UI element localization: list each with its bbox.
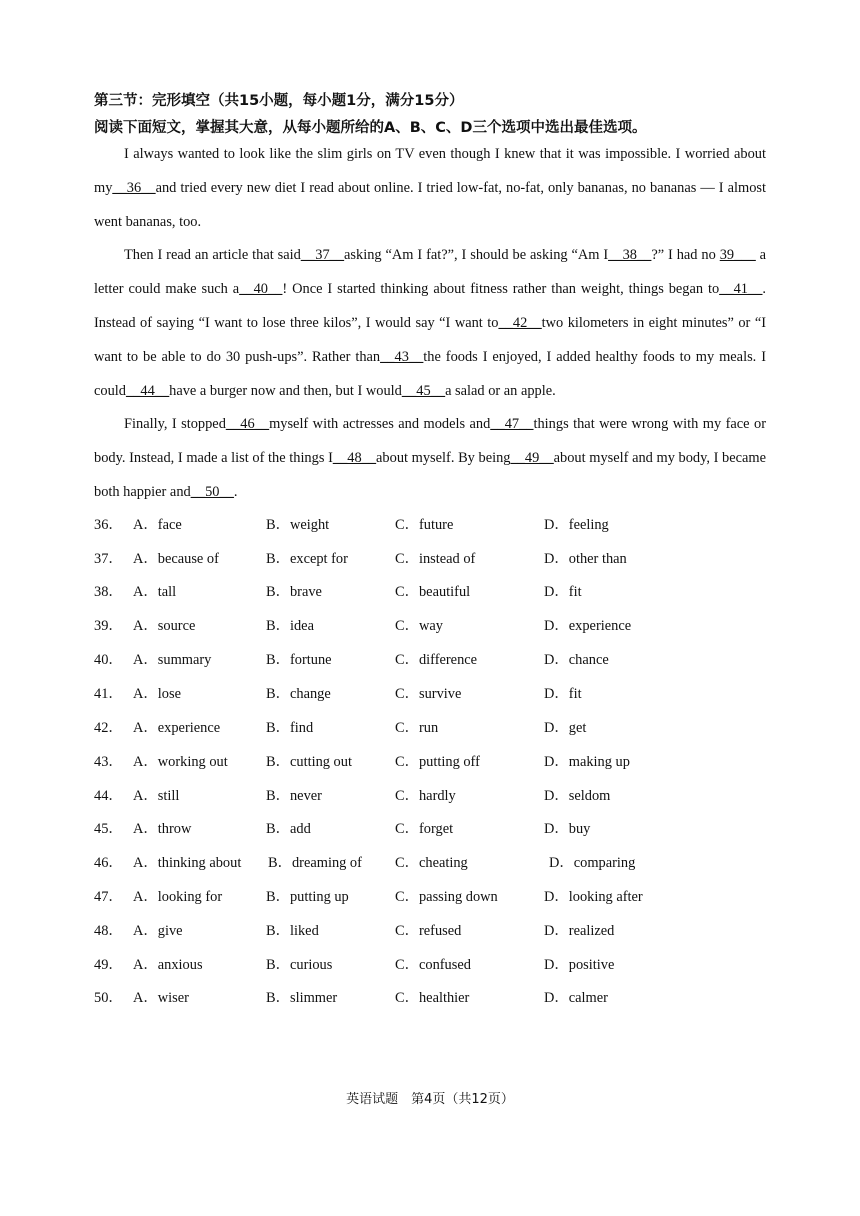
option-d: D．fit — [544, 686, 582, 702]
passage-text: a letter could make such a — [94, 247, 766, 298]
question-number: 41． — [94, 686, 123, 702]
option-b: B．dreaming of — [268, 855, 362, 871]
blank-36: __36__ — [112, 179, 156, 196]
question-number: 43． — [94, 754, 123, 770]
passage-text: I always wanted to look like the slim girls on TV even though I knew that it was impossible. I worried about my — [94, 146, 766, 196]
question-number: 37． — [94, 551, 123, 567]
option-a: A．summary — [133, 652, 212, 668]
option-b: B．cutting out — [266, 754, 352, 770]
option-d: D．comparing — [549, 855, 636, 871]
blank-43: __43__ — [380, 348, 424, 365]
option-c: C．hardly — [395, 788, 456, 804]
passage-text: the foods I enjoyed, I added healthy foods to my meals. I could — [94, 348, 766, 399]
option-b: B．find — [266, 720, 314, 736]
option-c: C．cheating — [395, 855, 468, 871]
blank-37: __37__ — [300, 247, 345, 264]
option-b: B．change — [266, 686, 331, 702]
option-c: C．future — [395, 517, 454, 533]
option-b: B．add — [266, 821, 311, 837]
option-c: C．forget — [395, 821, 454, 837]
question-row-46 — [94, 852, 774, 874]
option-a: A．face — [133, 517, 182, 533]
option-d: D．looking after — [544, 889, 643, 905]
page-footer: 英语试题 第4页（共12页） — [346, 1092, 514, 1107]
question-row-38 — [94, 581, 774, 603]
question-number: 44． — [94, 788, 123, 804]
question-row-41 — [94, 683, 774, 705]
question-number: 45． — [94, 821, 123, 837]
blank-41: __41__ — [719, 281, 763, 298]
question-row-43 — [94, 751, 774, 773]
question-row-37 — [94, 548, 774, 570]
blank-45: __45__ — [401, 382, 446, 399]
passage-text: ! Once I started thinking about fitness rather than weight, things began to — [282, 281, 720, 298]
blank-44: __44__ — [125, 382, 170, 399]
option-d: D．positive — [544, 957, 615, 973]
passage-text: ?” I had no — [651, 247, 716, 264]
question-number: 38． — [94, 584, 123, 600]
section-title: 第三节：完形填空（共15小题，每小题1分，满分15分） — [94, 93, 464, 109]
option-a: A．source — [133, 618, 196, 634]
option-b: B．idea — [266, 618, 314, 634]
passage-text: . — [233, 483, 238, 500]
option-b: B．liked — [266, 923, 319, 939]
option-c: C．healthier — [395, 990, 470, 1006]
blank-39: 39___ — [719, 247, 756, 264]
option-c: C．run — [395, 720, 439, 736]
option-d: D．buy — [544, 821, 591, 837]
question-row-39 — [94, 615, 774, 637]
option-b: B．curious — [266, 957, 333, 973]
question-number: 47． — [94, 889, 123, 905]
section-instruction: 阅读下面短文，掌握其大意，从每小题所给的A、B、C、D三个选项中选出最佳选项。 — [94, 120, 647, 136]
question-row-48 — [94, 920, 774, 942]
option-c: C．beautiful — [395, 584, 471, 600]
blank-42: __42__ — [498, 314, 542, 331]
question-row-47 — [94, 886, 774, 908]
blank-46: __46__ — [225, 416, 270, 433]
question-number: 48． — [94, 923, 123, 939]
option-a: A．give — [133, 923, 183, 939]
passage-text: two kilometers in eight minutes” or “I want to be able to do 30 push-ups”. Rather than — [94, 314, 766, 365]
blank-49: __49__ — [510, 450, 554, 467]
option-b: B．brave — [266, 584, 322, 600]
question-row-50 — [94, 987, 774, 1009]
cloze-passage — [94, 138, 766, 510]
option-a: A．anxious — [133, 957, 203, 973]
option-d: D．other than — [544, 551, 627, 567]
passage-text: a salad or an apple. — [445, 382, 556, 399]
blank-50: __50__ — [190, 483, 234, 500]
blank-38: __38__ — [608, 247, 652, 264]
passage-paragraph-3 — [94, 408, 766, 509]
question-row-49 — [94, 954, 774, 976]
question-row-42 — [94, 717, 774, 739]
question-number: 40． — [94, 652, 123, 668]
question-number: 49． — [94, 957, 123, 973]
passage-text: asking “Am I fat?”, I should be asking “Am I — [344, 247, 609, 264]
option-b: B．putting up — [266, 889, 349, 905]
passage-text: Finally, I stopped — [124, 416, 226, 433]
passage-paragraph-1 — [94, 138, 766, 239]
option-c: C．refused — [395, 923, 462, 939]
option-b: B．fortune — [266, 652, 332, 668]
option-a: A．looking for — [133, 889, 223, 905]
option-c: C．passing down — [395, 889, 498, 905]
option-b: B．never — [266, 788, 322, 804]
passage-text: things that were wrong with my face or body. Instead, I made a list of the things I — [94, 416, 766, 467]
passage-text: about myself and my body, I became both happier and — [94, 450, 766, 500]
question-row-40 — [94, 649, 774, 671]
option-d: D．realized — [544, 923, 615, 939]
option-b: B．slimmer — [266, 990, 338, 1006]
option-d: D．seldom — [544, 788, 611, 804]
option-a: A．still — [133, 788, 180, 804]
question-row-36 — [94, 514, 774, 536]
question-row-45 — [94, 818, 774, 840]
question-number: 50． — [94, 990, 123, 1006]
blank-47: __47__ — [490, 416, 534, 433]
option-d: D．feeling — [544, 517, 609, 533]
question-number: 36． — [94, 517, 123, 533]
passage-text: about myself. By being — [376, 450, 511, 467]
question-number: 39． — [94, 618, 123, 634]
option-c: C．survive — [395, 686, 462, 702]
question-number: 42． — [94, 720, 123, 736]
option-d: D．calmer — [544, 990, 608, 1006]
option-a: A．lose — [133, 686, 181, 702]
passage-text: and tried every new diet I read about online. I tried low-fat, no-fat, only bananas, no bananas — I almost went bananas, too. — [94, 179, 766, 230]
question-row-44 — [94, 785, 774, 807]
option-d: D．get — [544, 720, 587, 736]
option-c: C．way — [395, 618, 443, 634]
option-a: A．throw — [133, 821, 192, 837]
passage-text: have a burger now and then, but I would — [169, 382, 402, 399]
passage-text: myself with actresses and models and — [269, 416, 491, 433]
option-a: A．because of — [133, 551, 219, 567]
option-a: A．working out — [133, 754, 228, 770]
option-a: A．wiser — [133, 990, 189, 1006]
option-d: D．experience — [544, 618, 632, 634]
passage-text: Then I read an article that said — [124, 247, 301, 264]
passage-paragraph-2 — [94, 239, 766, 408]
option-d: D．chance — [544, 652, 609, 668]
blank-40: __40__ — [239, 281, 283, 298]
option-d: D．fit — [544, 584, 582, 600]
blank-48: __48__ — [332, 450, 377, 467]
option-c: C．confused — [395, 957, 471, 973]
option-a: A．experience — [133, 720, 221, 736]
option-a: A．tall — [133, 584, 177, 600]
option-c: C．difference — [395, 652, 478, 668]
question-number: 46． — [94, 855, 123, 871]
option-b: B．except for — [266, 551, 348, 567]
option-b: B．weight — [266, 517, 330, 533]
option-c: C．instead of — [395, 551, 476, 567]
option-a: A．thinking about — [133, 855, 242, 871]
passage-text: . Instead of saying “I want to lose three kilos”, I would say “I want to — [94, 281, 766, 331]
option-c: C．putting off — [395, 754, 480, 770]
option-d: D．making up — [544, 754, 630, 770]
